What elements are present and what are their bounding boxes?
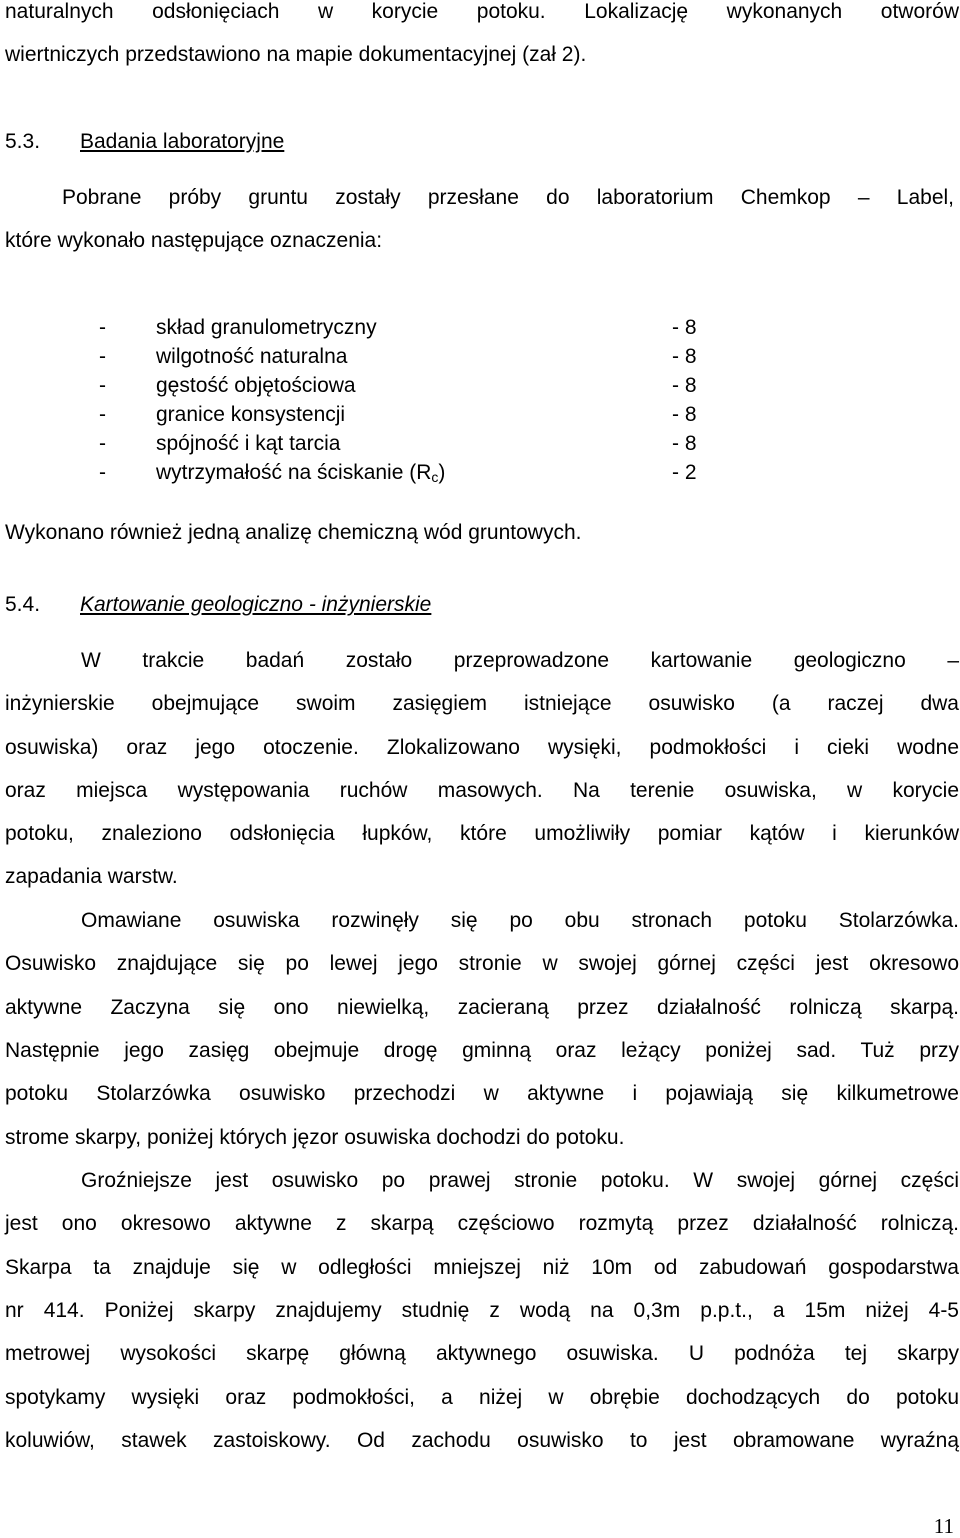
list-item-label	[156, 462, 445, 484]
section-53-title: Badania laboratoryjne	[80, 130, 285, 153]
list-item-label-end: )	[438, 461, 446, 484]
list-dash: -	[99, 461, 106, 484]
paragraph-line: Omawiane osuwiska rozwinęły się po obu stronach potoku Stolarzówka.	[81, 909, 959, 932]
paragraph-line: jest ono okresowo aktywne z skarpą częściowo rozmytą przez działalność rolniczą.	[5, 1212, 959, 1235]
list-item-label-main: wytrzymałość na ściskanie (R	[156, 461, 432, 484]
intro-line-2: wiertniczych przedstawiono na mapie dokumentacyjnej (zał 2).	[5, 43, 587, 66]
section-54-number: 5.4.	[5, 593, 41, 616]
paragraph-line: spotykamy wysięki oraz podmokłości, a niżej w obrębie dochodzących do potoku	[5, 1386, 959, 1409]
paragraph-line: Groźniejsze jest osuwisko po prawej stronie potoku. W swojej górnej części	[81, 1169, 959, 1192]
list-item-value: - 8	[672, 316, 697, 339]
section-53-closing: Wykonano również jedną analizę chemiczną wód gruntowych.	[5, 521, 582, 544]
list-dash: -	[99, 345, 106, 368]
paragraph-line: potoku, znaleziono odsłonięcia łupków, które umożliwiły pomiar kątów i kierunków	[5, 822, 959, 845]
list-item-label: gęstość objętościowa	[156, 374, 356, 397]
section-54-title: Kartowanie geologiczno - inżynierskie	[80, 593, 432, 616]
paragraph-line: metrowej wysokości skarpę główną aktywnego osuwiska. U podnóża tej skarpy	[5, 1342, 959, 1365]
list-item-label: wilgotność naturalna	[156, 345, 348, 368]
list-item-label: skład granulometryczny	[156, 316, 377, 339]
paragraph-line: koluwiów, stawek zastoiskowy. Od zachodu osuwisko to jest obramowane wyraźną	[5, 1429, 959, 1452]
list-item-value: - 8	[672, 432, 697, 455]
list-dash: -	[99, 316, 106, 339]
section-53-number: 5.3.	[5, 130, 41, 153]
paragraph-line: Osuwisko znajdujące się po lewej jego stronie w swojej górnej części jest okresowo	[5, 952, 959, 975]
paragraph-line: aktywne Zaczyna się ono niewielką, zacieraną przez działalność rolniczą skarpą.	[5, 996, 959, 1019]
list-item-label-subscript: c	[431, 469, 439, 485]
paragraph-line: zapadania warstw.	[5, 865, 178, 888]
list-item-label: spójność i kąt tarcia	[156, 432, 341, 455]
paragraph-line: strome skarpy, poniżej których jęzor osuwiska dochodzi do potoku.	[5, 1126, 625, 1149]
paragraph-line: nr 414. Poniżej skarpy znajdujemy studnię z wodą na 0,3m p.p.t., a 15m niżej 4-5	[5, 1299, 959, 1322]
page-number: 11	[933, 1514, 954, 1538]
section-53-para-line-1: Pobrane próby gruntu zostały przesłane do laboratorium Chemkop – Label,	[62, 186, 954, 209]
paragraph-line: Skarpa ta znajduje się w odległości mniejszej niż 10m od zabudowań gospodarstwa	[5, 1256, 959, 1279]
paragraph-line: W trakcie badań zostało przeprowadzone kartowanie geologiczno –	[81, 649, 959, 672]
list-dash: -	[99, 432, 106, 455]
list-item-value: - 8	[672, 345, 697, 368]
list-dash: -	[99, 403, 106, 426]
list-dash: -	[99, 374, 106, 397]
paragraph-line: Następnie jego zasięg obejmuje drogę gminną oraz leżący poniżej sad. Tuż przy	[5, 1039, 959, 1062]
list-item-value: - 8	[672, 374, 697, 397]
list-item-value: - 8	[672, 403, 697, 426]
paragraph-line: inżynierskie obejmujące swoim zasięgiem istniejące osuwisko (a raczej dwa	[5, 692, 959, 715]
list-item-label: granice konsystencji	[156, 403, 346, 426]
section-53-para-line-2: które wykonało następujące oznaczenia:	[5, 229, 383, 252]
paragraph-line: osuwiska) oraz jego otoczenie. Zlokalizowano wysięki, podmokłości i cieki wodne	[5, 736, 959, 759]
list-item-value: - 2	[672, 461, 697, 484]
paragraph-line: potoku Stolarzówka osuwisko przechodzi w aktywne i pojawiają się kilkumetrowe	[5, 1082, 959, 1105]
intro-line-1: naturalnych odsłonięciach w korycie potoku. Lokalizację wykonanych otworów	[5, 0, 959, 23]
paragraph-line: oraz miejsca występowania ruchów masowych. Na terenie osuwiska, w korycie	[5, 779, 959, 802]
